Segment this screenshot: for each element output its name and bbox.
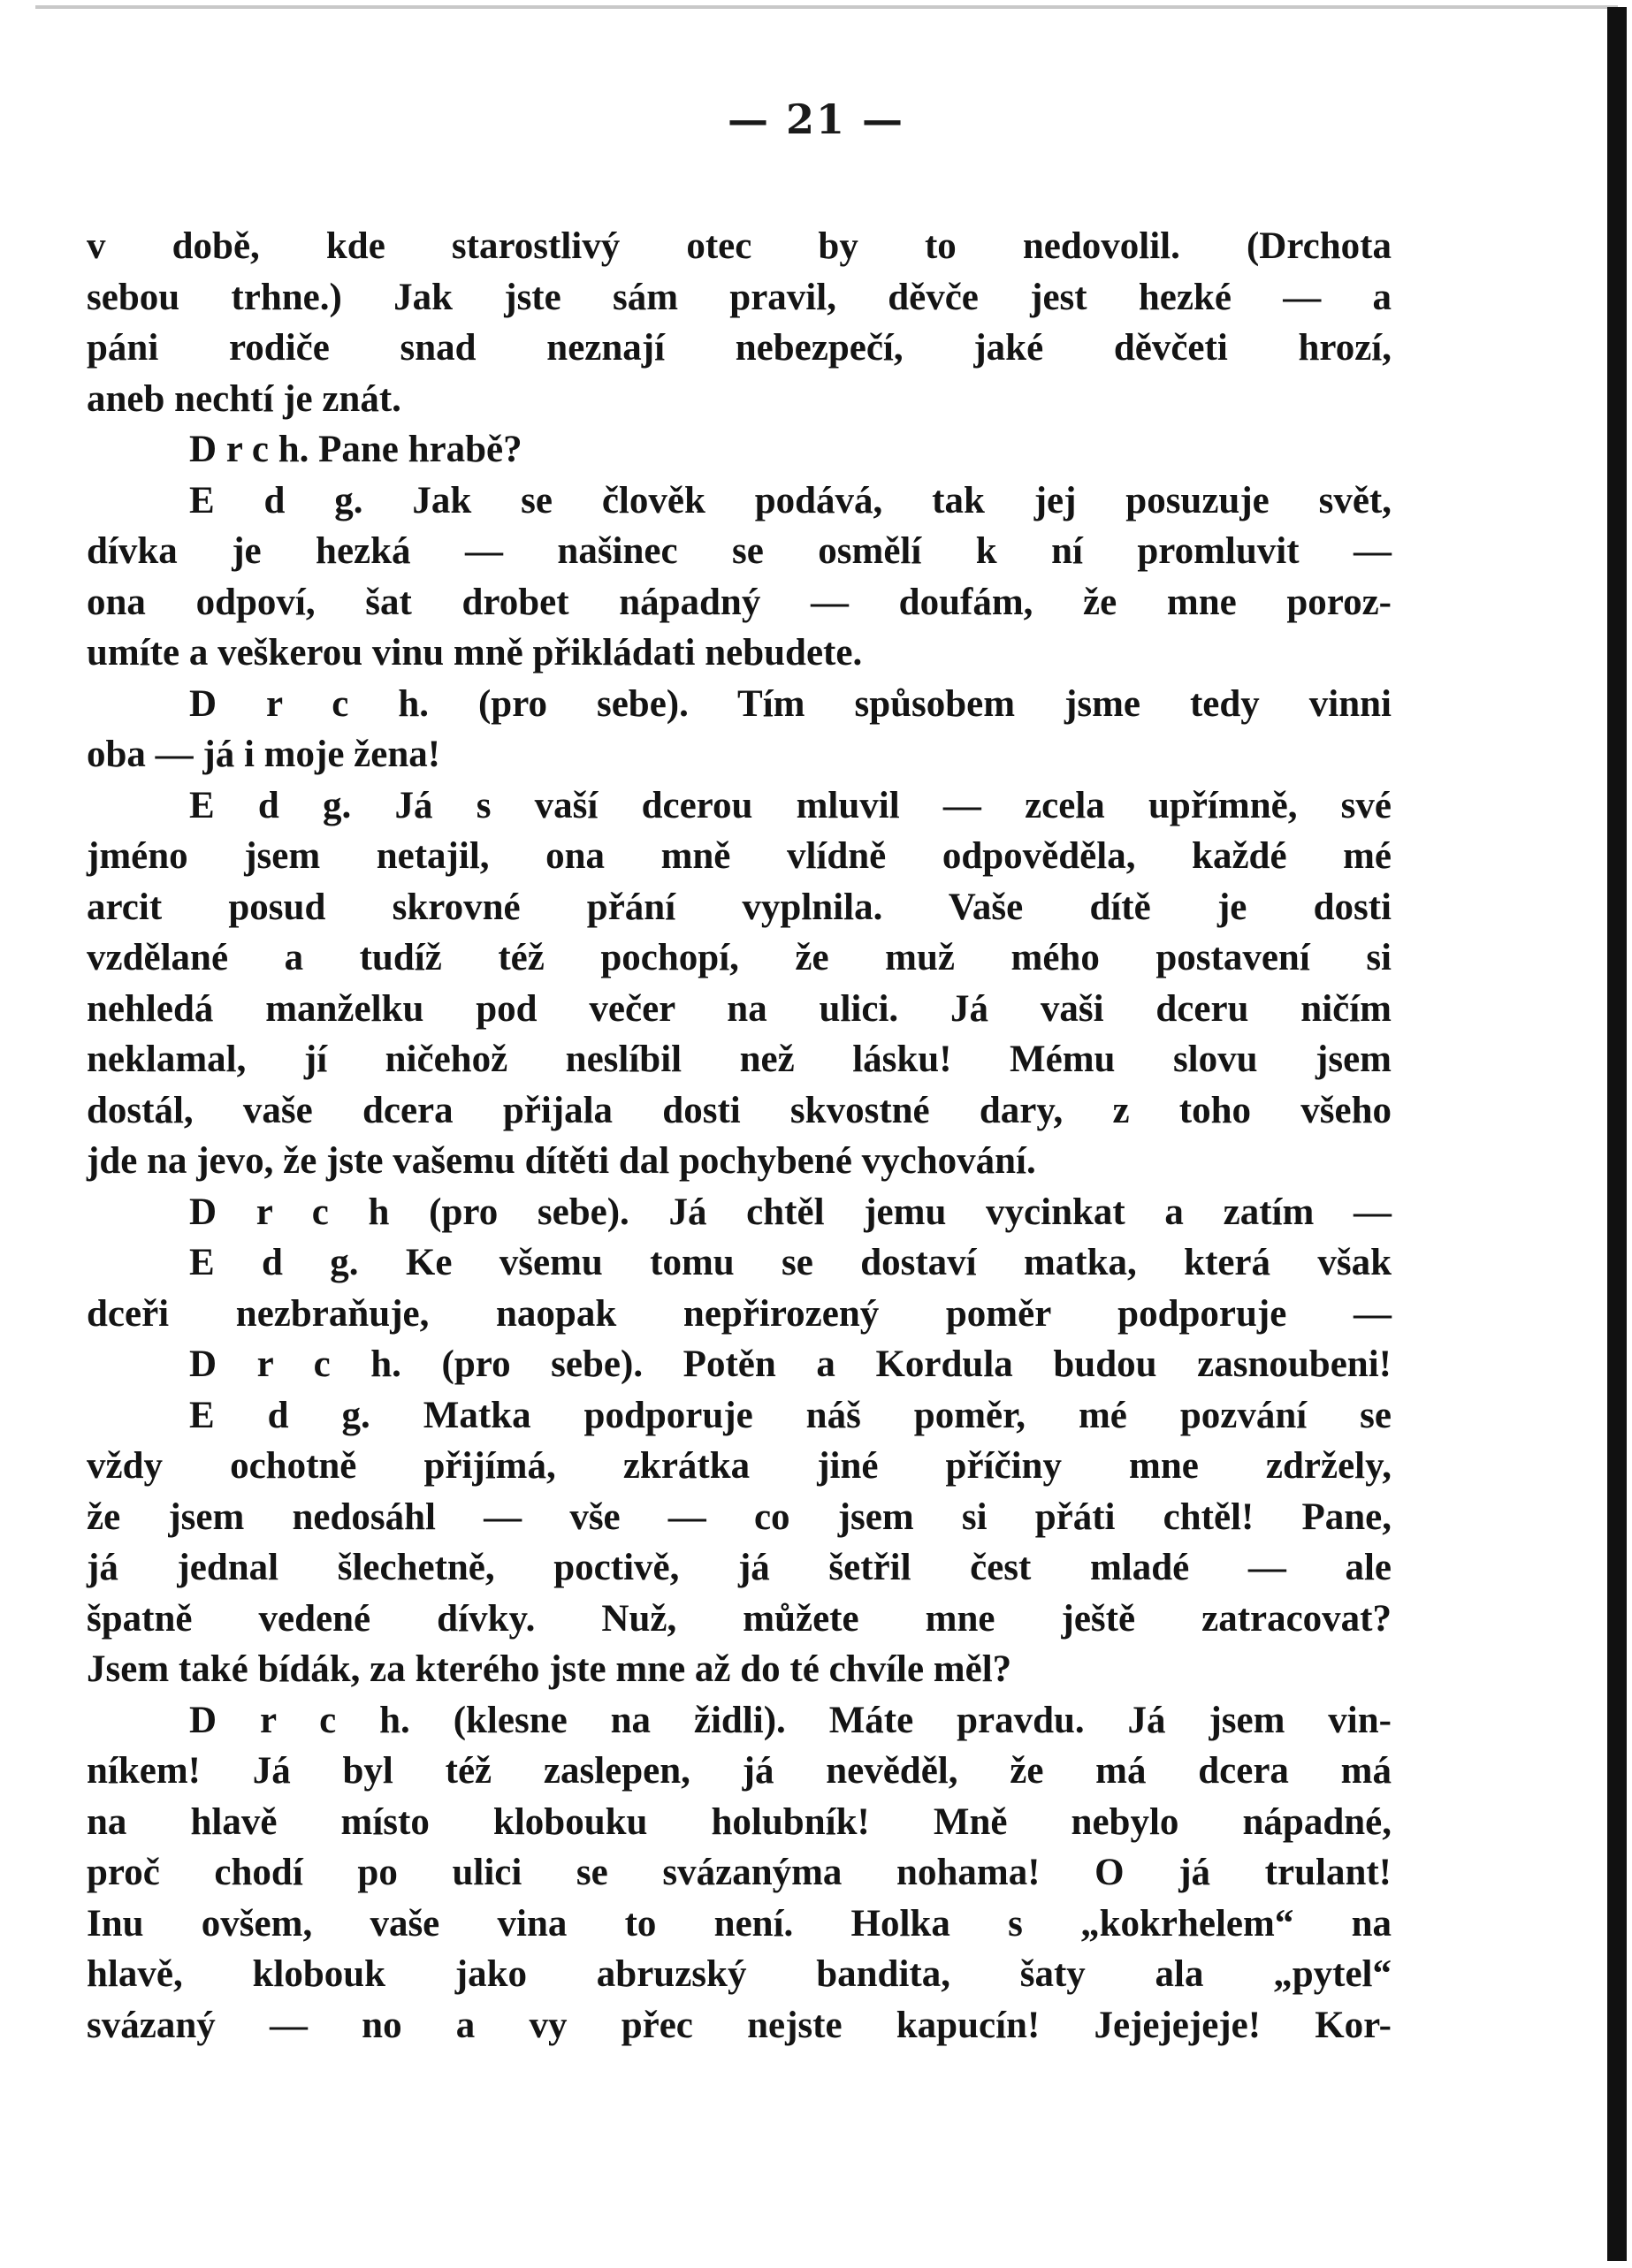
- text-line: dceři nezbraňuje, naopak nepřirozený poměr podporuje —: [87, 1292, 1392, 1335]
- text-line: nehledá manželku pod večer na ulici. Já vaši dceru ničím: [87, 987, 1392, 1030]
- text-line: D r c h. (klesne na židli). Máte pravdu. Já jsem vin-: [189, 1699, 1392, 1741]
- text-line: E d g. Matka podporuje náš poměr, mé pozvání se: [189, 1394, 1392, 1436]
- text-line: ona odpoví, šat drobet nápadný — doufám, že mne poroz-: [87, 581, 1392, 623]
- top-edge-shadow: [35, 5, 1618, 9]
- text-line: aneb nechtí je znát.: [87, 377, 401, 420]
- text-line: Inu ovšem, vaše vina to není. Holka s „kokrhelem“ na: [87, 1902, 1392, 1945]
- text-line: D r c h. Pane hrabě?: [189, 429, 522, 470]
- text-line: svázaný — no a vy přec nejste kapucín! Jejejejeje! Kor-: [87, 2004, 1392, 2046]
- text-line: jméno jsem netajil, ona mně vlídně odpověděla, každé mé: [87, 835, 1392, 877]
- text-line: E d g. Já s vaší dcerou mluvil — zcela upřímně, své: [189, 784, 1392, 826]
- text-line: na hlavě místo klobouku holubník! Mně nebylo nápadné,: [87, 1800, 1392, 1843]
- text-line: hlavě, klobouk jako abruzský bandita, šaty ala „pytel“: [87, 1953, 1392, 1995]
- text-line: E d g. Ke všemu tomu se dostaví matka, která však: [189, 1242, 1392, 1283]
- text-line: D r c h. (pro sebe). Tím spůsobem jsme tedy vinni: [189, 682, 1392, 725]
- text-line: arcit posud skrovné přání vyplnila. Vaše dítě je dosti: [87, 886, 1392, 928]
- text-line: já jednal šlechetně, poctivě, já šetřil čest mladé — ale: [87, 1547, 1392, 1588]
- text-line: vzdělané a tudíž též pochopí, že muž mého postavení si: [87, 937, 1392, 978]
- text-line: oba — já i moje žena!: [87, 734, 441, 775]
- text-line: dostál, vaše dcera přijala dosti skvostné dary, z toho všeho: [87, 1089, 1392, 1131]
- text-line: špatně vedené dívky. Nuž, můžete mne ještě zatracovat?: [87, 1597, 1392, 1640]
- text-line: proč chodí po ulici se svázanýma nohama! O já trulant!: [87, 1852, 1392, 1893]
- text-line: Jsem také bídák, za kterého jste mne až do té chvíle měl?: [87, 1648, 1012, 1690]
- page-edge-border: [1607, 7, 1627, 2261]
- text-line: dívka je hezká — našinec se osmělí k ní promluvit —: [87, 530, 1392, 572]
- text-line: vždy ochotně přijímá, zkrátka jiné příčiny mne zdržely,: [87, 1445, 1392, 1487]
- text-line: v době, kde starostlivý otec by to nedovolil. (Drchota: [87, 225, 1392, 267]
- text-line: že jsem nedosáhl — vše — co jsem si přáti chtěl! Pane,: [87, 1496, 1392, 1538]
- text-line: sebou trhne.) Jak jste sám pravil, děvče jest hezké — a: [87, 276, 1392, 318]
- text-line: jde na jevo, že jste vašemu dítěti dal pochybené vychování.: [87, 1140, 1036, 1182]
- text-line: E d g. Jak se člověk podává, tak jej posuzuje svět,: [189, 479, 1392, 521]
- text-line: neklamal, jí ničehož neslíbil než lásku! Mému slovu jsem: [87, 1039, 1392, 1080]
- text-line: D r c h. (pro sebe). Potěn a Kordula budou zasnoubeni!: [189, 1343, 1392, 1385]
- body-text: [87, 221, 1392, 2051]
- text-line: D r c h (pro sebe). Já chtěl jemu vycinkat a zatím —: [189, 1191, 1392, 1233]
- text-line: níkem! Já byl též zaslepen, já nevěděl, že má dcera má: [87, 1750, 1392, 1792]
- page-number: — 21 —: [727, 95, 905, 143]
- text-line: páni rodiče snad neznají nebezpečí, jaké děvčeti hrozí,: [87, 327, 1392, 369]
- text-line: umíte a veškerou vinu mně přikládati nebudete.: [87, 632, 863, 674]
